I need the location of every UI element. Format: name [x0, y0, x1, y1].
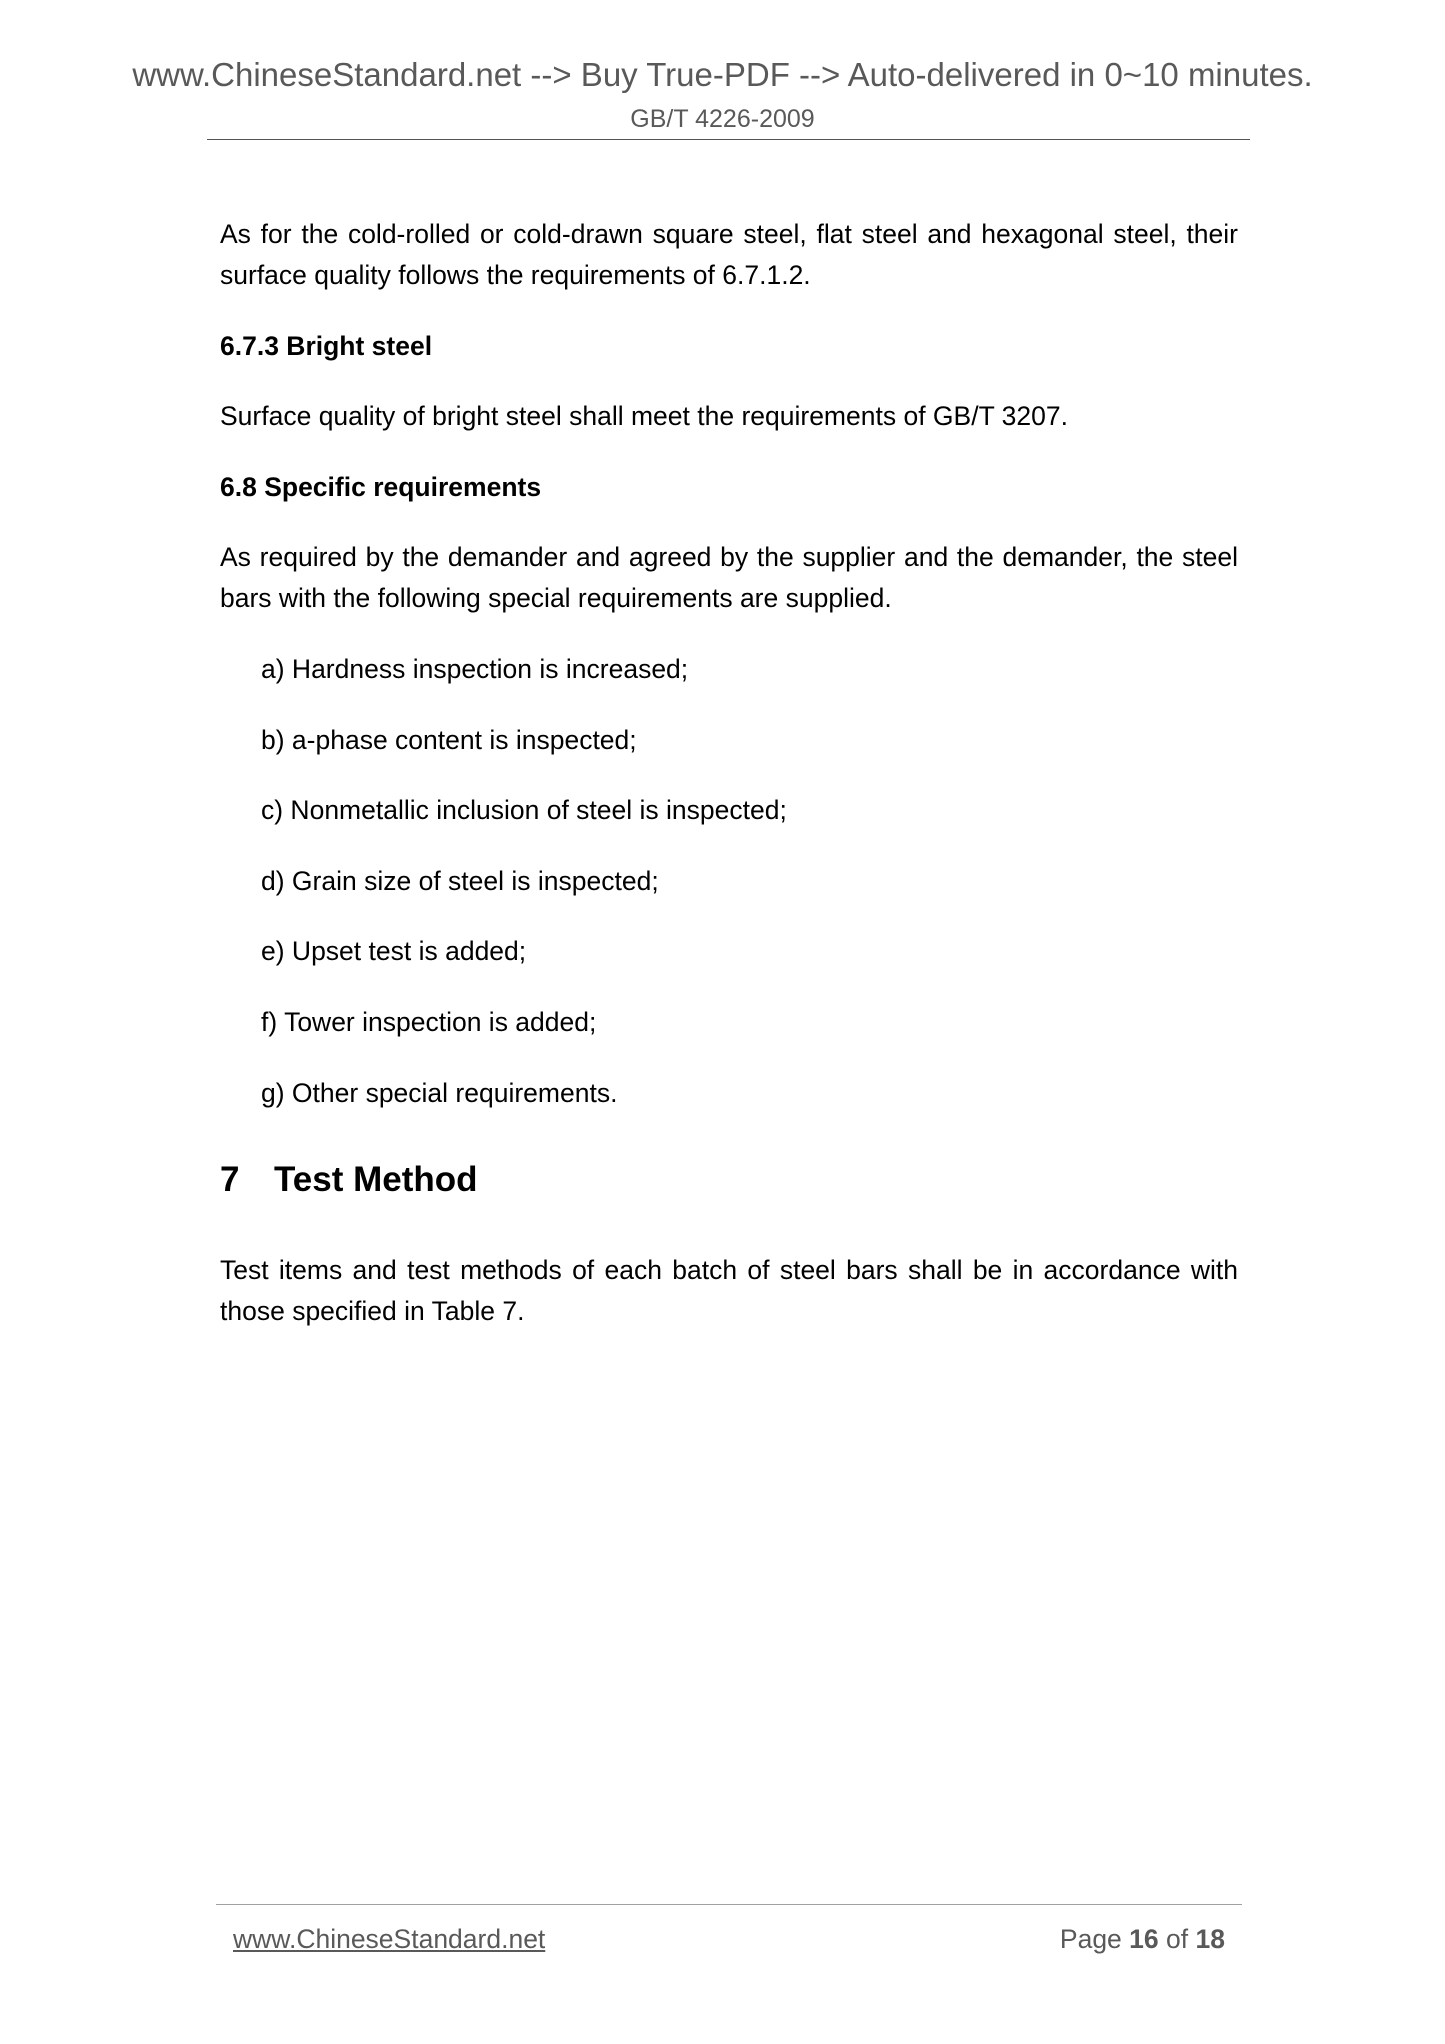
list-item: a) Hardness inspection is increased;	[261, 654, 689, 684]
list-item: b) a-phase content is inspected;	[261, 725, 637, 755]
heading-6-8: 6.8 Specific requirements	[220, 472, 542, 502]
header-banner: www.ChineseStandard.net --> Buy True-PDF --> Auto-delivered in 0~10 minutes.	[132, 56, 1313, 93]
paragraph-6-8: As required by the demander and agreed by the supplier and the demander, the steel bars with the following special requirements are supplied.	[220, 542, 1238, 613]
footer-divider	[216, 1904, 1242, 1905]
page-of-label: of	[1166, 1924, 1189, 1954]
header-divider	[207, 139, 1250, 140]
current-page: 16	[1129, 1924, 1159, 1954]
page-number	[1060, 1924, 1225, 1955]
section-title: Test Method	[274, 1160, 478, 1199]
total-pages: 18	[1195, 1924, 1225, 1954]
paragraph-6-7-3: Surface quality of bright steel shall meet the requirements of GB/T 3207.	[220, 401, 1068, 431]
intro-paragraph: As for the cold-rolled or cold-drawn square steel, flat steel and hexagonal steel, their surface quality follows the requirements of 6.7.1.2.	[220, 219, 1238, 290]
footer-website-link[interactable]: www.ChineseStandard.net	[233, 1924, 546, 1954]
list-item: c) Nonmetallic inclusion of steel is inspected;	[261, 795, 787, 825]
document-code: GB/T 4226-2009	[630, 105, 815, 133]
paragraph-section-7: Test items and test methods of each batch of steel bars shall be in accordance with those specified in Table 7.	[220, 1255, 1238, 1326]
page-label: Page	[1059, 1924, 1122, 1954]
heading-section-7	[220, 1160, 478, 1200]
heading-6-7-3: 6.7.3 Bright steel	[220, 331, 433, 361]
list-item: f) Tower inspection is added;	[261, 1007, 597, 1037]
list-item: g) Other special requirements.	[261, 1078, 618, 1108]
list-item: e) Upset test is added;	[261, 936, 527, 966]
list-item: d) Grain size of steel is inspected;	[261, 866, 659, 896]
section-number: 7	[220, 1160, 240, 1199]
